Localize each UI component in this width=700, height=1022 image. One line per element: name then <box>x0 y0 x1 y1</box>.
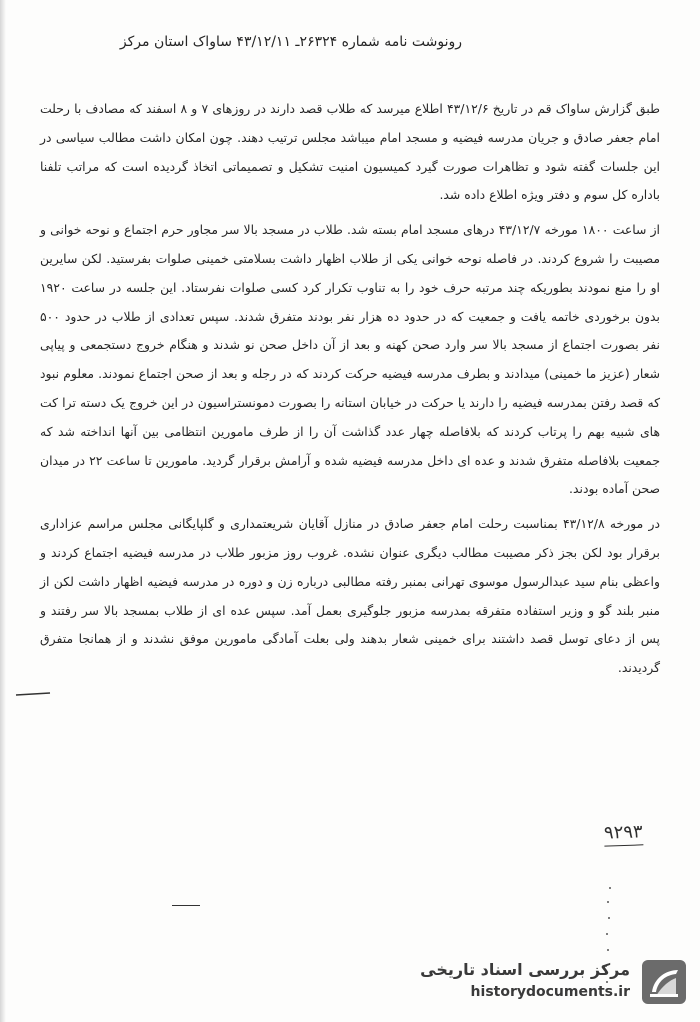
page-shadow-edge <box>0 0 6 1022</box>
paragraph-3: در مورخه ۴۳/۱۲/۸ بمناسبت رحلت امام جعفر صادق در منازل آقایان شریعتمداری و گلپایگانی مجلس مراسم عزاداری برقرار بود لکن بجز ذکر مصیبت مطالب دیگری عنوان نشده. غروب روز مزبور طلاب در مدرسه فیضیه اجتماع کردند و واعظی بنام سید عبدالرسول موسوی تهرانی بمنبر رفته مطالبی درباره زن و دوره در مدرسه فیضیه اظهار داشت لکن از منبر بلند گو و وزیر استفاده متفرقه بمدرسه مزبور جلوگیری بعمل آمد. سپس عده ای از طلاب بمسجد بالا سر رفتند و پس از دعای توسل قصد داشتند برای خمینی شعار بدهند ولی بعلت آمادگی مامورین موفق نشدند و از همانجا متفرق گردیدند. <box>40 516 660 676</box>
end-of-text-mark <box>172 905 200 906</box>
paragraph-1: طبق گزارش ساواک قم در تاریخ ۴۳/۱۲/۶ اطلاع میرسد که طلاب قصد دارند در روزهای ۷ و ۸ اسفند که مصادف با رحلت امام جعفر صادق و جریان مدرسه فیضیه و مسجد امام میباشد مجلس ترتیب دهند. چون امکان داشت مطالب سیاسی در این جلسات گفته شود و تظاهرات صورت گیرد کمیسیون امنیت تشکیل و تصمیماتی اتخاذ گردیده است که مراتب تلفنا باداره کل سوم و دفتر ویژه اطلاع داده شد. <box>40 101 660 203</box>
archive-logo-icon <box>640 958 688 1006</box>
handwritten-page-number: ۹۲۹۳ <box>604 821 643 846</box>
margin-dash-mark <box>14 690 54 698</box>
archive-title: مرکز بررسی اسناد تاریخی <box>420 960 630 979</box>
document-body <box>40 95 660 689</box>
paragraph-2: از ساعت ۱۸۰۰ مورخه ۴۳/۱۲/۷ درهای مسجد امام بسته شد. طلاب در مسجد بالا سر مجاور حرم اجتماع و نوحه خوانی و مصیبت را شروع کردند. در فاصله نوحه خوانی یکی از طلاب اظهار داشت بسلامتی خمینی صلوات بفرستید. لکن سایرین او را منع نمودند بطوریکه چند مرتبه حرف خود را به تناوب تکرار کرد کسی صلوات نفرستاد. این جلسه در ساعت ۱۹۲۰ بدون برخوردی خاتمه یافت و جمعیت که در حدود ده هزار نفر بودند متفرق شدند. سپس تعدادی از طلاب در حدود ۵۰۰ نفر بصورت اجتماع از مسجد بالا سر وارد صحن کهنه و بعد از آن داخل صحن نو شدند و هنگام خروج دستجمعی و پیاپی شعار (عزیز ما خمینی) میدادند و بطرف مدرسه فیضیه حرکت کردند که در رجله و بعد از صحن اجتماع نمودند. معلوم نبود که قصد رفتن بمدرسه فیضیه را دارند یا حرکت در خیابان استانه را بصورت دمونستراسیون در این خروج یک دسته ترا کت های شبیه بهم را پرتاب کردند که بلافاصله چهار عدد گذاشت آن را از طرف مامورین انتظامی بین آنها انداخته شد که جمعیت بلافاصله متفرق شدند و عده ای داخل مدرسه فیضیه شده و آرامش برقرار گردید. مامورین تا ساعت ۲۲ در میدان صحن آماده بودند. <box>40 222 660 497</box>
archive-url: historydocuments.ir <box>470 984 630 1000</box>
archive-watermark <box>388 952 688 1012</box>
document-header: رونوشت نامه شماره ۲۶۳۲۴ـ ۴۳/۱۲/۱۱ ساواک استان مرکز <box>119 34 462 50</box>
